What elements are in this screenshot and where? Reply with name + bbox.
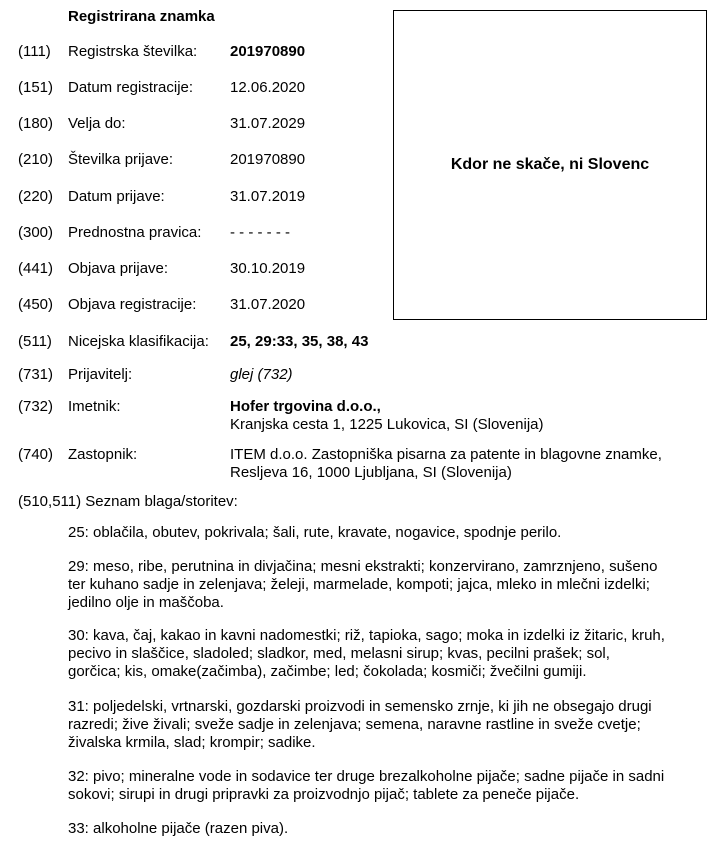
field-code: (740) [18,446,54,463]
field-value: 25, 29:33, 35, 38, 43 [230,333,369,350]
goods-line: sokovi; sirupi in drugi pripravki za proizvodnjo pijač; tablete za peneče pijače. [68,786,580,803]
field-owner [18,398,718,438]
field-label: Prijavitelj: [68,366,133,383]
field-value: 31.07.2020 [230,296,306,313]
field-value: 201970890 [230,43,306,60]
field-label: Objava prijave: [68,260,169,277]
field-code: (511) [18,333,52,350]
goods-line: 32: pivo; mineralne vode in sodavice ter druge brezalkoholne pijače; sadne pijače in sadni [68,768,665,785]
field-registration-date [18,79,398,99]
field-label: Objava registracije: [68,296,197,313]
field-code: (111) [18,43,51,60]
agent-address: Resljeva 16, 1000 Ljubljana, SI (Slovenija) [230,464,512,481]
field-label: Velja do: [68,115,126,132]
field-value: 201970890 [230,151,306,168]
field-application-number [18,151,398,171]
field-label: Prednostna pravica: [68,224,202,241]
field-code: (732) [18,398,54,415]
field-code: (450) [18,296,54,313]
trademark-text: Kdor ne skače, ni Slovenc [450,156,650,173]
field-priority [18,224,398,244]
field-registration-number [18,43,398,63]
field-label: Številka prijave: [68,151,174,168]
field-code: (210) [18,151,54,168]
field-code: (151) [18,79,54,96]
goods-line: 30: kava, čaj, kakao in kavni nadomestki; riž, tapioka, sago; moka in izdelki iz žitaric, kruh, [68,627,665,644]
goods-class-29 [68,558,718,612]
field-label: Imetnik: [68,398,121,415]
field-label: Zastopnik: [68,446,138,463]
field-registration-publication [18,296,398,316]
field-nice-classification [18,333,398,353]
field-code: (441) [18,260,54,277]
field-agent [18,446,718,486]
goods-class-30 [68,627,718,681]
goods-list-heading: (510,511) Seznam blaga/storitev: [18,493,238,510]
field-application-date [18,188,398,208]
agent-name: ITEM d.o.o. Zastopniška pisarna za patente in blagovne znamke, [230,446,662,463]
field-applicant [18,366,398,386]
goods-line: ter kuhano sadje in zelenjava; želeji, marmelade, kompoti; jajca, mleko in mlečni izdelki; [68,576,650,593]
goods-line: gorčica; kis, omake(začimba), začimbe; led; čokolada; kosmiči; žvečilni gumiji. [68,663,587,680]
goods-line: jedilno olje in maščoba. [68,594,224,611]
goods-line: 31: poljedelski, vrtnarski, gozdarski proizvodi in semensko zrnje, ki jih ne obsegajo drugi [68,698,652,715]
goods-line: pecivo in slaščice, sladoled; sladkor, med, melasni sirup; kvas, pecilni prašek; sol, [68,645,610,662]
trademark-box [393,10,707,320]
field-code: (180) [18,115,54,132]
field-value: glej (732) [230,366,293,383]
owner-name: Hofer trgovina d.o.o., [230,398,381,415]
goods-class-25 [68,524,718,542]
goods-line: živalska krmila, slad; krompir; sadike. [68,734,316,751]
field-code: (731) [18,366,54,383]
field-value: 12.06.2020 [230,79,306,96]
field-label: Registrska številka: [68,43,198,60]
goods-line: 25: oblačila, obutev, pokrivala; šali, rute, kravate, nogavice, spodnje perilo. [68,524,562,541]
goods-line: 33: alkoholne pijače (razen piva). [68,820,289,837]
goods-class-31 [68,698,718,752]
field-value: - - - - - - - [230,224,290,241]
field-value: 31.07.2019 [230,188,306,205]
field-application-publication [18,260,398,280]
field-label: Datum prijave: [68,188,165,205]
goods-line: razredi; žive živali; sveže sadje in zelenjava; semena, naravne rastline in sveže cvetje; [68,716,641,733]
field-code: (300) [18,224,54,241]
field-label: Datum registracije: [68,79,194,96]
owner-address: Kranjska cesta 1, 1225 Lukovica, SI (Slovenija) [230,416,544,433]
field-value: 31.07.2029 [230,115,306,132]
document-heading: Registrirana znamka [68,8,215,25]
goods-line: 29: meso, ribe, perutnina in divjačina; mesni ekstrakti; konzervirano, zamrznjeno, sušeno [68,558,658,575]
goods-class-33 [68,820,718,838]
field-label: Nicejska klasifikacija: [68,333,209,350]
goods-class-32 [68,768,718,804]
field-code: (220) [18,188,54,205]
field-valid-until [18,115,398,135]
field-value: 30.10.2019 [230,260,306,277]
